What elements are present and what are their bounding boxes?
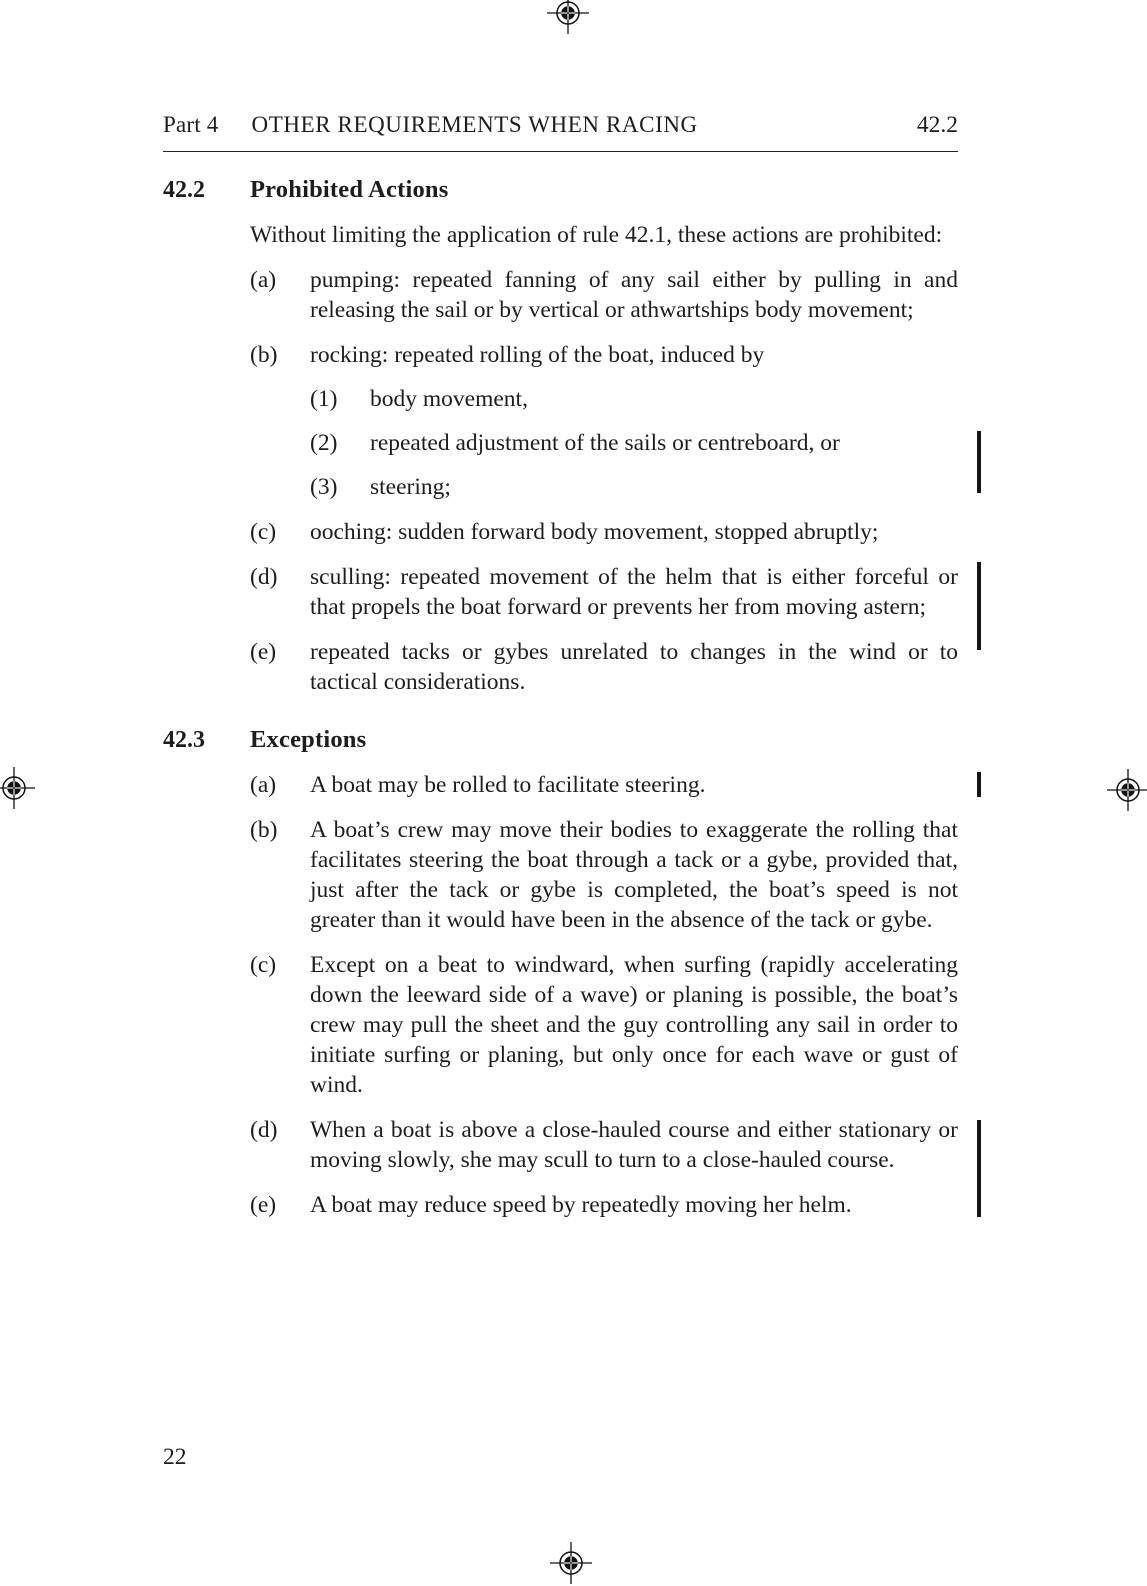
item-label: (e): [250, 639, 277, 665]
item-text: repeated tacks or gybes unrelated to changes in the wind or to tactical considerations.: [310, 639, 958, 695]
item-text: A boat may reduce speed by repeatedly moving her helm.: [310, 1192, 852, 1218]
change-bar: [977, 1120, 982, 1195]
item-text: ooching: sudden forward body movement, stopped abruptly;: [310, 519, 879, 545]
list-item-e: [250, 1190, 958, 1220]
sub-list: [310, 384, 958, 502]
item-label: (a): [250, 772, 277, 798]
registration-mark-icon: [546, 0, 590, 35]
item-label: (a): [250, 267, 277, 293]
item-label: (d): [250, 1117, 278, 1143]
running-header: [163, 110, 958, 152]
section-42-3: [163, 725, 958, 1220]
sub-item-label: (3): [310, 474, 338, 500]
section-number: 42.3: [163, 727, 205, 753]
item-label: (c): [250, 519, 277, 545]
sub-item-3: [310, 472, 958, 502]
list-item-d: [250, 562, 958, 622]
sub-item-1: [310, 384, 958, 414]
change-bar: [977, 1192, 982, 1217]
item-label: (d): [250, 564, 278, 590]
item-text-lead: rocking: repeated rolling of the boat, induced by: [310, 342, 765, 368]
list-item-a: [250, 770, 958, 800]
header-part-label: Part 4: [163, 112, 219, 137]
item-label: (b): [250, 817, 278, 843]
sub-item-text: body movement,: [370, 386, 528, 412]
item-text: sculling: repeated movement of the helm that is either forceful or that propels the boat forward or prevents her from moving astern;: [310, 564, 958, 620]
section-number: 42.2: [163, 177, 205, 203]
item-text: A boat may be rolled to facilitate steering.: [310, 772, 706, 798]
header-rule-number: 42.2: [916, 112, 958, 138]
registration-mark-icon: [1106, 768, 1147, 812]
list-item-b: [250, 340, 958, 502]
change-bar: [977, 562, 982, 650]
section-42-2: [163, 175, 958, 697]
list-item-a: [250, 265, 958, 325]
section-heading: Prohibited Actions: [250, 176, 449, 203]
page-number: 22: [163, 1444, 187, 1470]
sub-item-label: (2): [310, 430, 338, 456]
list-item-c: [250, 517, 958, 547]
change-bar: [977, 772, 982, 797]
item-text: When a boat is above a close-hauled course and either stationary or moving slowly, she may scull to turn to a close-hauled course.: [310, 1117, 958, 1173]
item-label: (e): [250, 1192, 277, 1218]
list-item-d: [250, 1115, 958, 1175]
item-text: [310, 340, 958, 502]
item-label: (c): [250, 952, 277, 978]
item-label: (b): [250, 342, 278, 368]
sub-item-2: [310, 428, 958, 458]
sub-item-label: (1): [310, 386, 338, 412]
change-bar: [977, 431, 982, 493]
list-item-b: [250, 815, 958, 935]
header-title: OTHER REQUIREMENTS WHEN RACING: [251, 112, 698, 137]
section-heading: Exceptions: [250, 726, 367, 753]
list-item-c: [250, 950, 958, 1100]
sub-item-text: repeated adjustment of the sails or centreboard, or: [370, 430, 840, 456]
list-item-e: [250, 637, 958, 697]
item-text: Except on a beat to windward, when surfing (rapidly accelerating down the leeward side of a wave) or planing is possible, the boat’s crew may pull the sheet and the guy controlling any sail in order to initiate surfing or planing, but only once for each wave or gust of wind.: [310, 952, 958, 1098]
section-intro: Without limiting the application of rule 42.1, these actions are prohibited:: [250, 222, 943, 248]
sub-item-text: steering;: [370, 474, 451, 500]
registration-mark-icon: [549, 1541, 593, 1585]
registration-mark-icon: [0, 766, 36, 810]
item-text: A boat’s crew may move their bodies to exaggerate the rolling that facilitates steering the boat through a tack or a gybe, provided that, just after the tack or gybe is completed, the boat’s speed is not greater than it would have been in the absence of the tack or gybe.: [310, 817, 958, 933]
item-text: pumping: repeated fanning of any sail either by pulling in and releasing the sail or by vertical or athwartships body movement;: [310, 267, 958, 323]
